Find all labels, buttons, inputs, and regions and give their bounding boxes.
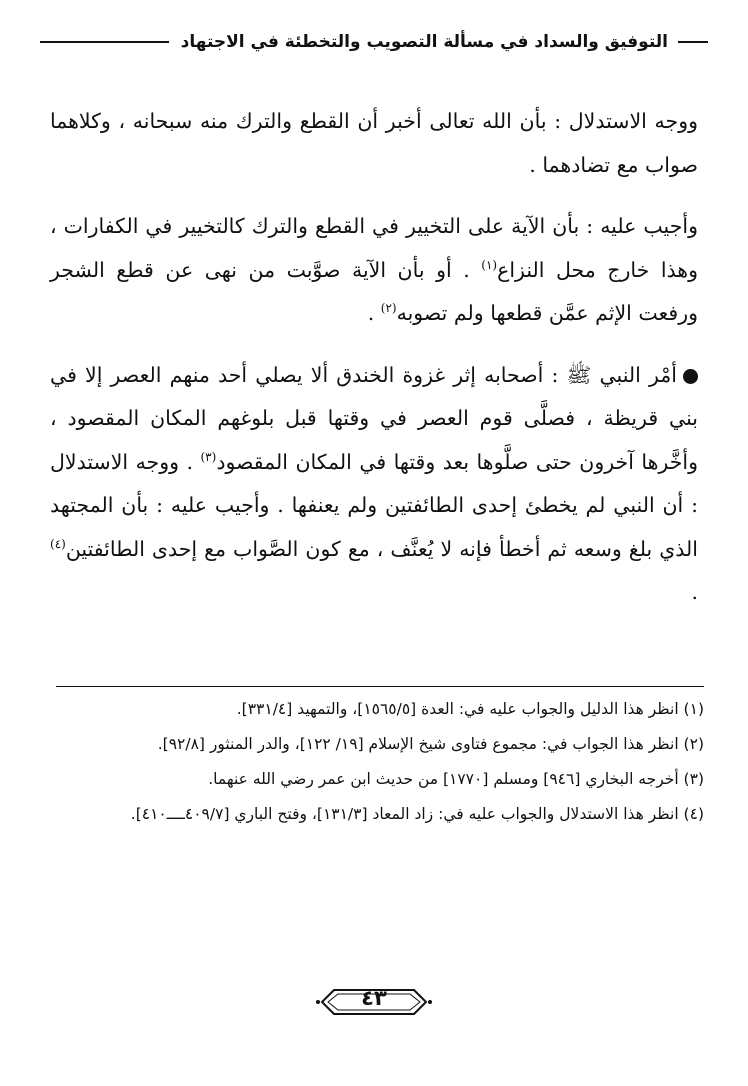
paragraph-2 bbox=[50, 205, 698, 336]
header-rule-right bbox=[678, 41, 708, 43]
footnote-4: (٤) انظر هذا الاستدلال والجواب عليه في: زاد المعاد [١٣١/٣]، وفتح الباري [٤٠٩/٧ــــ٤١٠]. bbox=[130, 805, 704, 823]
paragraph-2-text-b: . أو بأن الآية صوَّبت من نهى عن قطع الشجر ورفعت الإثم عمَّن قطعها ولم تصوبه bbox=[50, 257, 698, 325]
paragraph-2-text-a: وأجيب عليه : بأن الآية على التخيير في القطع والترك كالتخيير في الكفارات ، وهذا خارج محل النزاع bbox=[50, 214, 698, 282]
footnote-ref-3: (٣) bbox=[200, 449, 217, 464]
footnote-ref-1: (١) bbox=[481, 257, 498, 272]
footnote-3: (٣) أخرجه البخاري [٩٤٦] ومسلم [١٧٧٠] من حديث ابن عمر رضي الله عنهما. bbox=[208, 770, 704, 788]
running-header bbox=[40, 22, 708, 62]
footnote-2: (٢) انظر هذا الجواب في: مجموع فتاوى شيخ الإسلام [١٩/ ١٢٢]، والدر المنثور [٩٢/٨]. bbox=[157, 735, 704, 753]
page-number bbox=[314, 984, 434, 1020]
paragraph-3-text-a: أمْر النبي ﷺ : أصحابه إثر غزوة الخندق ألا يصلي أحد منهم العصر إلا في بني قريظة ، فصلَّى قوم العصر في وقتها قبل بلوغهم المكان المقصود ، وأخَّرها آخرون حتى صلَّوها بعد وقتها في المكان المقصود bbox=[50, 362, 698, 474]
paragraph-1 bbox=[50, 100, 698, 187]
paragraph-2-text-c: . bbox=[367, 301, 381, 325]
footnotes bbox=[56, 694, 704, 834]
footnote-separator bbox=[56, 686, 704, 687]
paragraph-1-text: ووجه الاستدلال : بأن الله تعالى أخبر أن القطع والترك منه سبحانه ، وكلاهما صواب مع تضادهما . bbox=[50, 109, 698, 177]
paragraph-3 bbox=[50, 354, 698, 615]
footnote-ref-4: (٤) bbox=[50, 536, 66, 551]
page-number-text: ٤٣ bbox=[361, 986, 387, 1010]
main-text bbox=[50, 100, 698, 615]
paragraph-3-text-b: . ووجه الاستدلال : أن النبي لم يخطئ إحدى الطائفتين ولم يعنفها . وأجيب عليه : بأن المجتهد الذي بلغ وسعه ثم أخطأ فإنه لا يُعنَّف ، مع كون الصَّواب مع إحدى الطائفتين bbox=[50, 449, 698, 561]
bullet-icon bbox=[683, 369, 698, 384]
footnote-1: (١) انظر هذا الدليل والجواب عليه في: العدة [١٥٦٥/٥]، والتمهيد [٣٣١/٤]. bbox=[236, 700, 704, 718]
header-rule-left bbox=[40, 41, 169, 43]
paragraph-3-text-c: . bbox=[691, 580, 698, 604]
running-header-title: التوفيق والسداد في مسألة التصويب والتخطئة في الاجتهاد bbox=[180, 32, 668, 52]
footnote-ref-2: (٢) bbox=[380, 301, 397, 316]
